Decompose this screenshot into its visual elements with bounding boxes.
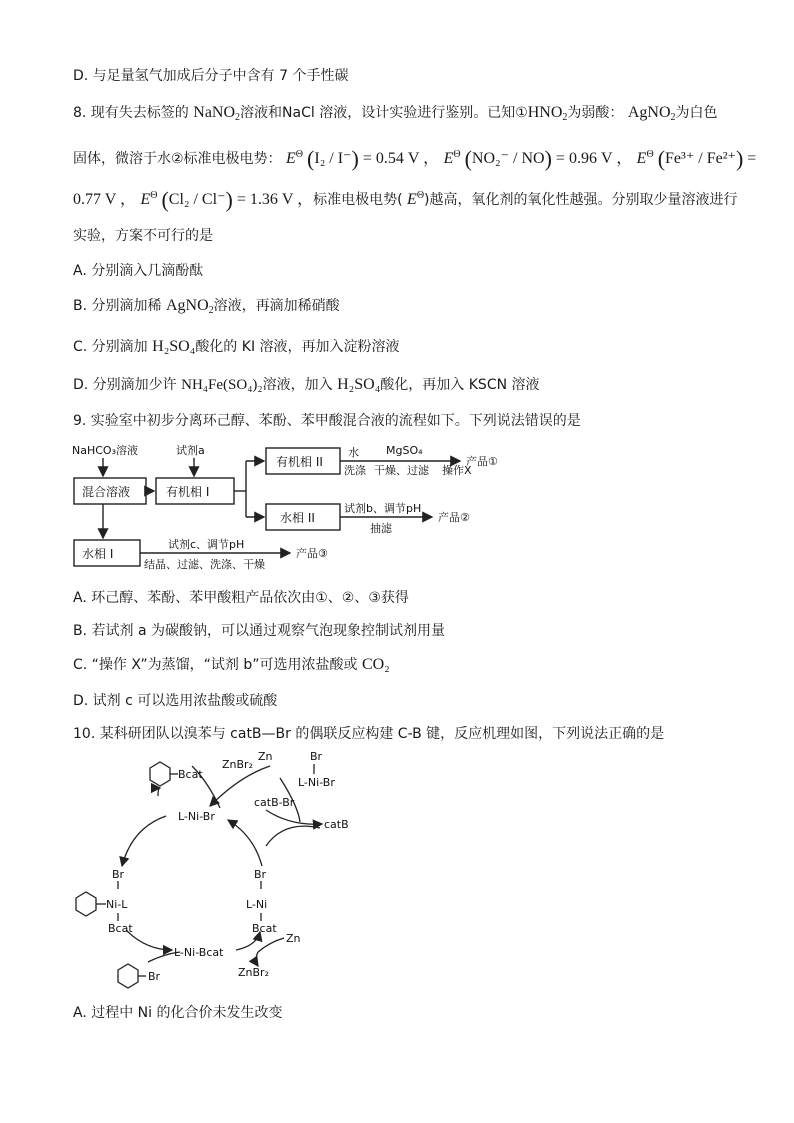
flow-org1: 有机相 I — [166, 485, 210, 499]
flow-nahco3: NaHCO₃溶液 — [72, 444, 138, 457]
q10-stem: 10. 某科研团队以溴苯与 catB—Br 的偶联反应构建 C-B 键，反应机理如图，下列说法正确的是 — [73, 726, 665, 742]
phenyl-ring-left — [76, 892, 96, 916]
flow-aq1: 水相 I — [82, 547, 114, 561]
mech-bottom: L-Ni-Bcat — [174, 946, 224, 959]
q8-option-c: C. 分别滴加 H₂SO₄酸化的 KI 溶液，再加入淀粉溶液 — [73, 338, 400, 355]
q9-stem: 9. 实验室中初步分离环己醇、苯酚、苯甲酸混合液的流程如下。下列说法错误的是 — [73, 413, 581, 429]
mech-br-top: Br — [310, 750, 323, 763]
mech-right-bcat: Bcat — [252, 922, 277, 935]
q8-option-a: A. 分别滴入几滴酚酞 — [73, 263, 204, 279]
mech-znbr2-bottom: ZnBr₂ — [238, 966, 269, 979]
mech-lnibr-top: L-Ni-Br — [298, 776, 335, 789]
mech-lnibr-left: L-Ni-Br — [178, 810, 215, 823]
flow-mixture: 混合溶液 — [82, 485, 131, 499]
mech-left-br: Br — [112, 868, 125, 881]
q10-option-a: A. 过程中 Ni 的化合价未发生改变 — [73, 1005, 283, 1021]
q9-option-c: C. “操作 X”为蒸馏，“试剂 b”可选用浓盐酸或 CO₂ — [73, 656, 390, 673]
q9-option-d: D. 试剂 c 可以选用浓盐酸或硫酸 — [73, 693, 278, 709]
q9-option-a: A. 环己醇、苯酚、苯甲酸粗产品依次由①、②、③获得 — [73, 590, 409, 606]
q10-mechanism-diagram — [70, 748, 370, 998]
mech-znbr2-top: ZnBr₂ — [222, 758, 253, 771]
q8-stem-line4: 实验，方案不可行的是 — [73, 228, 213, 244]
flow-aq2: 水相 II — [280, 511, 315, 525]
mech-right-br: Br — [254, 868, 267, 881]
q9-flow-diagram — [68, 440, 548, 580]
q9-option-b: B. 若试剂 a 为碳酸钠，可以通过观察气泡现象控制试剂用量 — [73, 623, 445, 639]
flow-reagent-b: 试剂b、调节pH — [344, 502, 422, 515]
q8-option-b: B. 分别滴加稀 AgNO$_2$溶液，再滴加稀硝酸 — [73, 297, 340, 316]
mech-zn-top: Zn — [258, 750, 273, 763]
flow-water: 水 — [348, 446, 359, 459]
q8-stem-line3: 0.77 V ， $E^\Theta$ (Cl₂ / Cl⁻) = 1.36 V ，标准电极电势( $E^\Theta$)越高，氧化剂的氧化性越强。分别取少量溶液进行 — [73, 187, 738, 212]
mech-right-lni: L-Ni — [246, 898, 268, 911]
mech-left-bcat: Bcat — [108, 922, 133, 935]
flow-product2: 产品② — [438, 511, 470, 524]
phenyl-ring-bottom — [118, 964, 138, 988]
flow-product3: 产品③ — [296, 547, 328, 560]
mech-catbbr: catB-Br — [254, 796, 295, 809]
q8-stem-line2: 固体，微溶于水②标准电极电势： $E^\Theta$ (I₂ / I⁻) = 0.54 V ， $E^\Theta$ (NO₂⁻ / NO) = 0.96 V ， $E^\Theta$ (Fe³⁺ / Fe²⁺) = — [73, 146, 757, 171]
flow-mgso4: MgSO₄ — [386, 444, 423, 457]
flow-cryst: 结晶、过滤、洗涤、干燥 — [144, 558, 265, 571]
flow-reagent-a: 试剂a — [176, 444, 205, 457]
flow-reagent-c: 试剂c、调节pH — [168, 538, 245, 551]
q8-option-d: D. 分别滴加少许 NH₄Fe(SO₄)₂溶液，加入 H₂SO₄酸化，再加入 KSCN 溶液 — [73, 376, 540, 393]
flow-op-x: 操作X — [442, 464, 472, 477]
flow-suction: 抽滤 — [370, 522, 392, 535]
mech-zn-bottom: Zn — [286, 932, 301, 945]
flow-wash: 洗涤 — [344, 464, 366, 477]
flow-org2: 有机相 II — [276, 455, 323, 469]
q8-stem-line1: 8. 现有失去标签的 NaNO$_2$溶液和NaCl 溶液，设计实验进行鉴别。已知$①HNO_2$为弱酸： AgNO$_2$为白色 — [73, 104, 718, 123]
flow-dry-filter: 干燥、过滤 — [374, 464, 429, 477]
q7-option-d: D. 与足量氢气加成后分子中含有 7 个手性碳 — [73, 68, 349, 84]
mech-left-nil: Ni-L — [106, 898, 128, 911]
mech-ph-bcat: Bcat — [178, 768, 203, 781]
mech-catb: catB — [324, 818, 349, 831]
mech-ph-br: Br — [148, 970, 161, 983]
flow-product1: 产品① — [466, 455, 498, 468]
phenyl-ring-top — [150, 762, 170, 786]
